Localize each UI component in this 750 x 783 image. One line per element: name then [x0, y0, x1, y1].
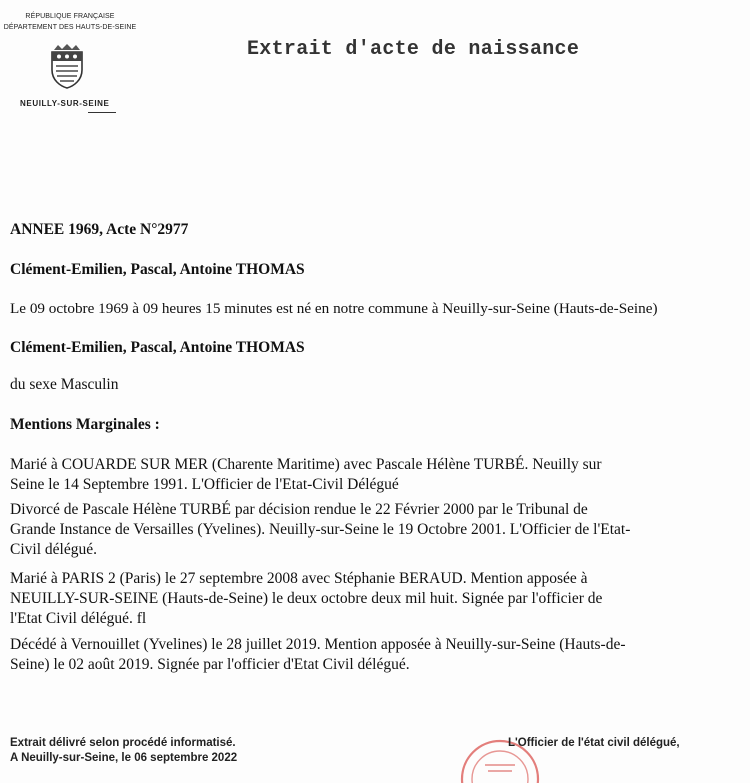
mention-line: Marié à COUARDE SUR MER (Charente Maritime) avec Pascale Hélène TURBÉ. Neuilly sur [10, 456, 602, 473]
mention-marriage-2008 [10, 569, 700, 629]
mentions-heading: Mentions Marginales : [10, 416, 160, 433]
town-crest-icon [48, 42, 86, 90]
mention-line: Seine) le 02 août 2019. Signée par l'officier d'Etat Civil délégué. [10, 656, 410, 673]
issued-line: Extrait délivré selon procédé informatisé. [10, 737, 236, 749]
mention-line: Grande Instance de Versailles (Yvelines). Neuilly-sur-Seine le 19 Octobre 2001. L'Officier de l'Etat- [10, 521, 631, 538]
header-republic: RÉPUBLIQUE FRANÇAISE [25, 13, 115, 20]
sex-line: du sexe Masculin [10, 376, 119, 393]
mention-line: Décédé à Vernouillet (Yvelines) le 28 juillet 2019. Mention apposée à Neuilly-sur-Seine (Hauts-de- [10, 636, 626, 653]
name-repeat: Clément-Emilien, Pascal, Antoine THOMAS [10, 339, 305, 356]
officer-signature-label: L'Officier de l'état civil délégué, [508, 737, 680, 749]
mention-line: Seine le 14 Septembre 1991. L'Officier de l'Etat-Civil Délégué [10, 476, 399, 493]
mention-line: NEUILLY-SUR-SEINE (Hauts-de-Seine) le deux octobre deux mil huit. Signée par l'officier de [10, 590, 603, 607]
mention-death-2019 [10, 635, 700, 675]
mention-line: Civil délégué. [10, 541, 97, 558]
name-heading: Clément-Emilien, Pascal, Antoine THOMAS [10, 261, 305, 278]
year-act: ANNEE 1969, Acte N°2977 [10, 221, 189, 238]
issued-statement [10, 736, 237, 766]
mention-line: Divorcé de Pascale Hélène TURBÉ par décision rendue le 22 Février 2000 par le Tribunal de [10, 501, 588, 518]
document-title: Extrait d'acte de naissance [247, 38, 580, 61]
mention-line: Marié à PARIS 2 (Paris) le 27 septembre 2008 avec Stéphanie BERAUD. Mention apposée à [10, 570, 588, 587]
header-town: NEUILLY-SUR-SEINE [20, 99, 110, 108]
header-department: DÉPARTEMENT DES HAUTS-DE-SEINE [3, 24, 137, 31]
mention-marriage-1991 [10, 455, 700, 495]
town-underline [88, 112, 116, 113]
issued-line: A Neuilly-sur-Seine, le 06 septembre 2022 [10, 752, 238, 764]
birth-statement: Le 09 octobre 1969 à 09 heures 15 minutes est né en notre commune à Neuilly-sur-Seine (Hauts-de-Seine) [10, 300, 658, 317]
mention-divorce-2000 [10, 500, 700, 560]
mention-line: l'Etat Civil délégué. fl [10, 610, 147, 627]
